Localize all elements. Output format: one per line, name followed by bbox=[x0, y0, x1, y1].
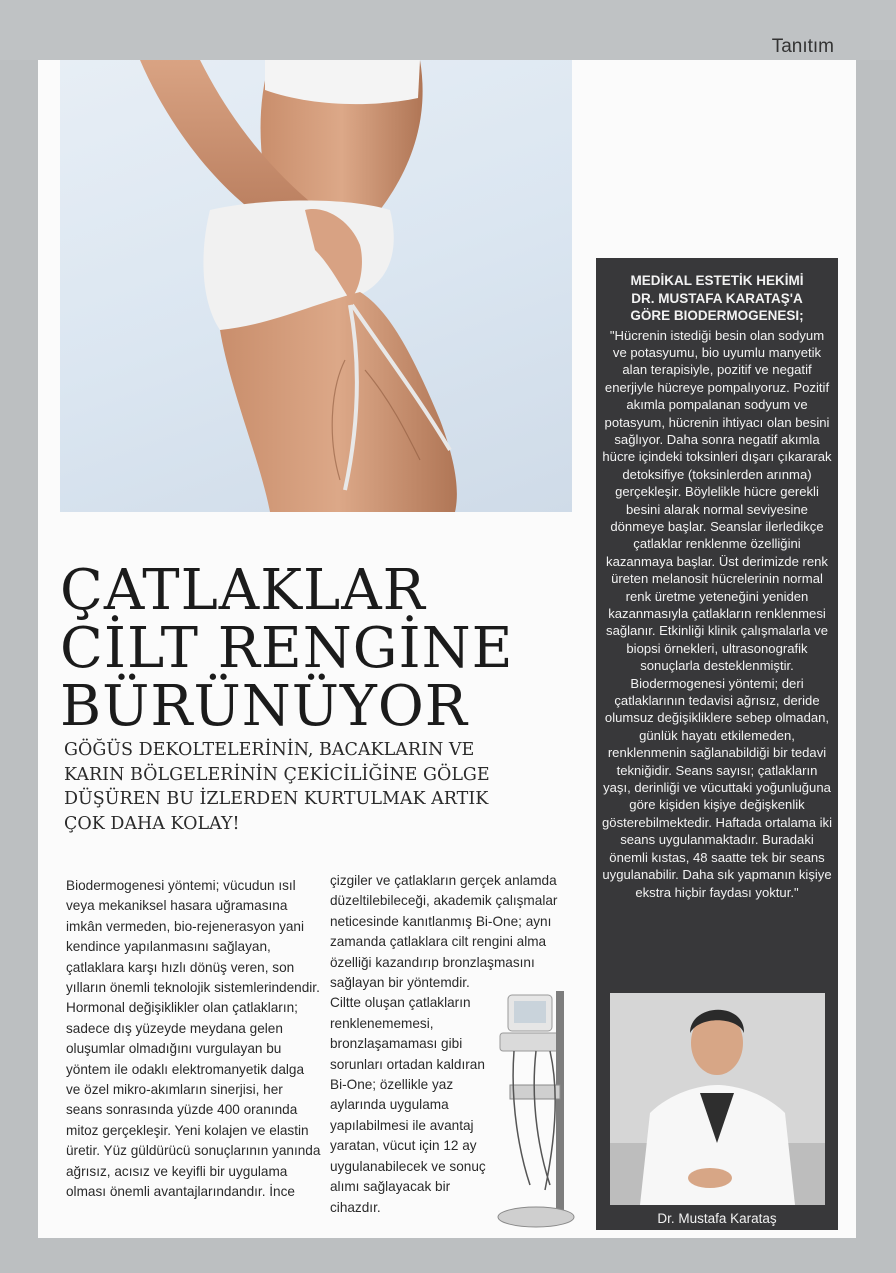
device-illustration bbox=[490, 985, 582, 1230]
headline-line: ÇATLAKLAR bbox=[60, 558, 426, 623]
doctor-quote: "Hücrenin istediği besin olan sodyum ve potasyumu, bio uyumlu manyetik alan terapisiyle, pozitif ve negatif enerjiyle hücreye pompalıyoruz. Pozitif akımla pompalanan sodyum ve potasyum, hücrenin ihtiyacı olan besini sağlıyor. Daha sonra negatif akımla hücre içindeki toksinleri dışarı çıkararak detoksifiye (toksinlerden arınma) gerçekleşir. Böylelikle hücre gerekli besini alarak normal seviyesine dönmeye başlar. Seanslar ilerledikçe çatlaklar renklenme özelliğini kazanmaya başlar. Üst derimizde renk üreten melanosit hücrelerinin normal renk üretme yeteneğini yeniden kazanmasıyla çatlakların renklenmesi sağlanır. Etkinliği klinik çalışmalarla ve biopsi örnekleri, ultrasonografik sonuçlarla desteklenmiştir. Biodermogenesi yöntemi; deri çatlaklarının tedavisi ağrısız, deride olumsuz değişikliklere sebep olmadan, günlük hayatı etkilemeden, renklenmenin sağlanabildiği bir tedavi tekniğidir. Seans sayısı; çatlakların yaşı, derinliği ve vücuttaki yoğunluğuna göre kişiden kişiye değişkenlik gösterebilmektedir. Haftada ortalama iki seans uygulanmaktadır. Buradaki önemli kıstas, 48 saatte tek bir seans uygulanabilir. Daha sık yapmanın kişiye ekstra hiçbir faydası yoktur." bbox=[602, 327, 832, 900]
sidebar-title bbox=[596, 258, 838, 325]
page-margin-top bbox=[0, 0, 896, 60]
article-subtitle: GÖĞÜS DEKOLTELERİNİN, BACAKLARIN VE KARIN BÖLGELERİNİN ÇEKİCİLİĞİNE GÖLGE DÜŞÜREN BU İZLERDEN KURTULMAK ARTIK ÇOK DAHA KOLAY! bbox=[64, 740, 490, 834]
portrait-caption: Dr. Mustafa Karataş bbox=[657, 1211, 777, 1226]
bi-one-device-image bbox=[490, 985, 582, 1230]
hero-photo-illustration bbox=[60, 60, 572, 512]
doctor-quote-sidebar bbox=[596, 258, 838, 1230]
section-label: Tanıtım bbox=[771, 36, 834, 57]
doctor-portrait-illustration bbox=[610, 993, 825, 1205]
hero-photo bbox=[60, 60, 572, 512]
article-column-1: Biodermogenesi yöntemi; vücudun ısıl veya mekaniksel hasara uğramasına imkân vermeden, bio-rejenerasyon yani kendince yapılanmasını sağlayan, çatlaklara karşı hızlı dönüş veren, son yılların önemli teknolojik sistemlerindendir. Hormonal değişiklikler olan çatlakların; sadece dış yüzeyde meydana gelen oluşumlar olmadığını vurgulayan bu yöntem ile odaklı elektromanyetik dalga ve özel mikro-akımların sinerjisi, her seans sonrasında yüzde 400 oranında mitoz gerçekleşir. Yeni kolajen ve elastin üretir. Yüz güldürücü sonuçlarının yanında ağrısız, acısız ve keyifli bir uygulama olması önemli avantajlarındandır. İnce bbox=[66, 878, 321, 1200]
sidebar-title-line: MEDİKAL ESTETİK HEKİMİ bbox=[630, 273, 804, 288]
sidebar-title-line: DR. MUSTAFA KARATAŞ'A bbox=[631, 290, 803, 306]
headline-line: CİLT RENGİNE bbox=[60, 616, 514, 681]
sidebar-title-line: GÖRE BIODERMOGENESI; bbox=[630, 308, 804, 323]
headline-line: BÜRÜNÜYOR bbox=[60, 674, 468, 739]
column-2-paragraph-2: Ciltte oluşan çatlakların renklenememesi, bronzlaşamaması gibi sorunları ortadan kaldıran Bi-One; özellikle yaz aylarında uygulama yapılabilmesi ile avantaj yaratan, vücut için 12 ay uygulanabilecek ve sonuç alımı sağlayacak bir cihazdır. bbox=[330, 995, 486, 1215]
column-2-paragraph-1: çizgiler ve çatlakların gerçek anlamda düzeltilebileceği, akademik çalışmalar neticesinde kanıtlanmış Bi-One; aynı zamanda çatlaklara cilt rengini alma özelliği kazandırıp bronzlaşmasını sağlayan bir yöntemdir. bbox=[330, 873, 558, 991]
doctor-portrait bbox=[610, 993, 825, 1205]
article-headline bbox=[60, 558, 560, 739]
